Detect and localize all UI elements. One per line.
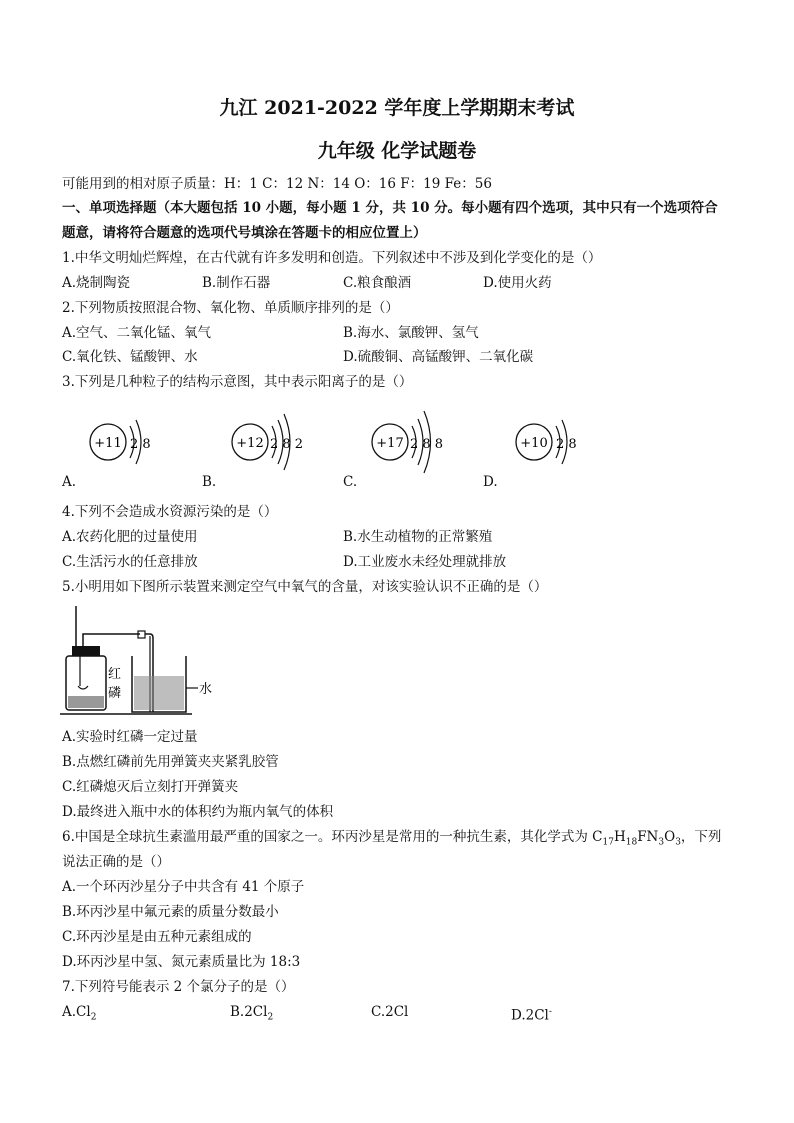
q3-option-a: A. bbox=[62, 474, 77, 490]
q6-formula-o: 3 bbox=[675, 837, 681, 848]
q4-option-a: A.农药化肥的过量使用 bbox=[62, 529, 198, 545]
atom-diagram-b bbox=[222, 405, 332, 480]
atomic-masses: 可能用到的相对原子质量：H：1 C：12 N：14 O：16 F：19 Fe：56 bbox=[62, 176, 492, 192]
q6-stem-part1: 6.中国是全球抗生素滥用最严重的国家之一。环丙沙星是常用的一种抗生素，其化学式为 C bbox=[62, 829, 603, 845]
q6-stem-line2: 说法正确的是（） bbox=[62, 854, 170, 870]
exam-subtitle: 九年级 化学试题卷 bbox=[317, 140, 477, 162]
q6-stem: 6.中国是全球抗生素滥用最严重的国家之一。环丙沙星是常用的一种抗生素，其化学式为 $C_{17}H_{18}FN_3O_3$，下列 bbox=[62, 829, 722, 848]
atom-a-shells: 2 8 bbox=[130, 437, 151, 452]
q6-formula-h: 18 bbox=[625, 837, 638, 848]
q4-option-d: D.工业废水未经处理就排放 bbox=[343, 554, 507, 570]
q6-stem-part2: ，下列 bbox=[680, 829, 722, 845]
apparatus-figure bbox=[58, 604, 213, 719]
atom-b-shells: 2 8 2 bbox=[270, 437, 304, 452]
section-heading-line1: 一、单项选择题（本大题包括 10 小题，每小题 1 分，共 10 分。每小题有四个选项，其中只有一个选项符合 bbox=[62, 200, 718, 216]
q1-option-b: B.制作石器 bbox=[202, 275, 271, 291]
q7-option-c: C.2Cl bbox=[371, 1004, 409, 1020]
q6-option-d: D.环丙沙星中氢、氮元素质量比为 18:3 bbox=[62, 954, 301, 970]
q5-option-c: C.红磷熄灭后立刻打开弹簧夹 bbox=[62, 779, 239, 795]
q3-option-d: D. bbox=[483, 474, 498, 490]
figure-label-red: 红 bbox=[108, 667, 122, 682]
q2-option-c: C.氧化铁、锰酸钾、水 bbox=[62, 349, 198, 365]
q1-stem: 1.中华文明灿烂辉煌，在古代就有许多发明和创造。下列叙述中不涉及到化学变化的是（） bbox=[62, 250, 602, 266]
q1-option-d: D.使用火药 bbox=[483, 275, 552, 291]
atom-b-nucleus: +12 bbox=[236, 436, 264, 451]
q2-option-a: A.空气、二氧化锰、氧气 bbox=[62, 325, 212, 341]
figure-label-phosphorus: 磷 bbox=[108, 686, 122, 701]
q5-stem: 5.小明用如下图所示装置来测定空气中氧气的含量，对该实验认识不正确的是（） bbox=[62, 579, 548, 595]
q3-stem: 3.下列是几种粒子的结构示意图，其中表示阳离子的是（） bbox=[62, 374, 413, 390]
q3-option-c: C. bbox=[343, 474, 358, 490]
q4-option-c: C.生活污水的任意排放 bbox=[62, 554, 198, 570]
q4-stem: 4.下列不会造成水资源污染的是（） bbox=[62, 504, 278, 520]
q7-option-a: $A.Cl_2$ bbox=[62, 1004, 97, 1023]
q2-option-b: B.海水、氯酸钾、氢气 bbox=[343, 325, 479, 341]
q6-formula-n: 3 bbox=[658, 837, 665, 848]
q1-option-a: A.烧制陶瓷 bbox=[62, 275, 131, 291]
atom-diagram-d bbox=[506, 410, 606, 480]
q4-option-b: B.水生动植物的正常繁殖 bbox=[343, 529, 493, 545]
atom-diagram-a bbox=[80, 410, 180, 480]
atom-a-nucleus: +11 bbox=[94, 436, 122, 451]
q6-option-c: C.环丙沙星是由五种元素组成的 bbox=[62, 929, 252, 945]
q6-option-a: A.一个环丙沙星分子中共含有 41 个原子 bbox=[62, 879, 305, 895]
q5-option-d: D.最终进入瓶中水的体积约为瓶内氧气的体积 bbox=[62, 804, 334, 820]
atom-diagram-c bbox=[362, 403, 472, 481]
q7-option-b: $B.2Cl_2$ bbox=[230, 1004, 274, 1023]
q6-formula-c: 17 bbox=[602, 837, 614, 848]
figure-label-water: 水 bbox=[199, 682, 213, 697]
q2-stem: 2.下列物质按照混合物、氧化物、单质顺序排列的是（） bbox=[62, 300, 399, 316]
q5-option-a: A.实验时红磷一定过量 bbox=[62, 729, 198, 745]
atom-c-nucleus: +17 bbox=[376, 436, 404, 451]
q5-option-b: B.点燃红磷前先用弹簧夹夹紧乳胶管 bbox=[62, 754, 279, 770]
atom-d-nucleus: +10 bbox=[520, 436, 548, 451]
atom-d-shells: 2 8 bbox=[556, 437, 577, 452]
q3-option-b: B. bbox=[202, 474, 217, 490]
q2-option-d: D.硫酸铜、高锰酸钾、二氧化碳 bbox=[343, 349, 534, 365]
section-heading-line2: 题意，请将符合题意的选项代号填涂在答题卡的相应位置上） bbox=[62, 225, 427, 241]
exam-title: 九江 2021-2022 学年度上学期期末考试 bbox=[219, 97, 575, 119]
q7-stem: 7.下列符号能表示 2 个氯分子的是（） bbox=[62, 979, 295, 995]
atom-c-shells: 2 8 8 bbox=[410, 437, 444, 452]
q6-option-b: B.环丙沙星中氟元素的质量分数最小 bbox=[62, 904, 279, 920]
q7-option-d: D.2Cl- bbox=[511, 1007, 552, 1024]
q1-option-c: C.粮食酿酒 bbox=[343, 275, 412, 291]
